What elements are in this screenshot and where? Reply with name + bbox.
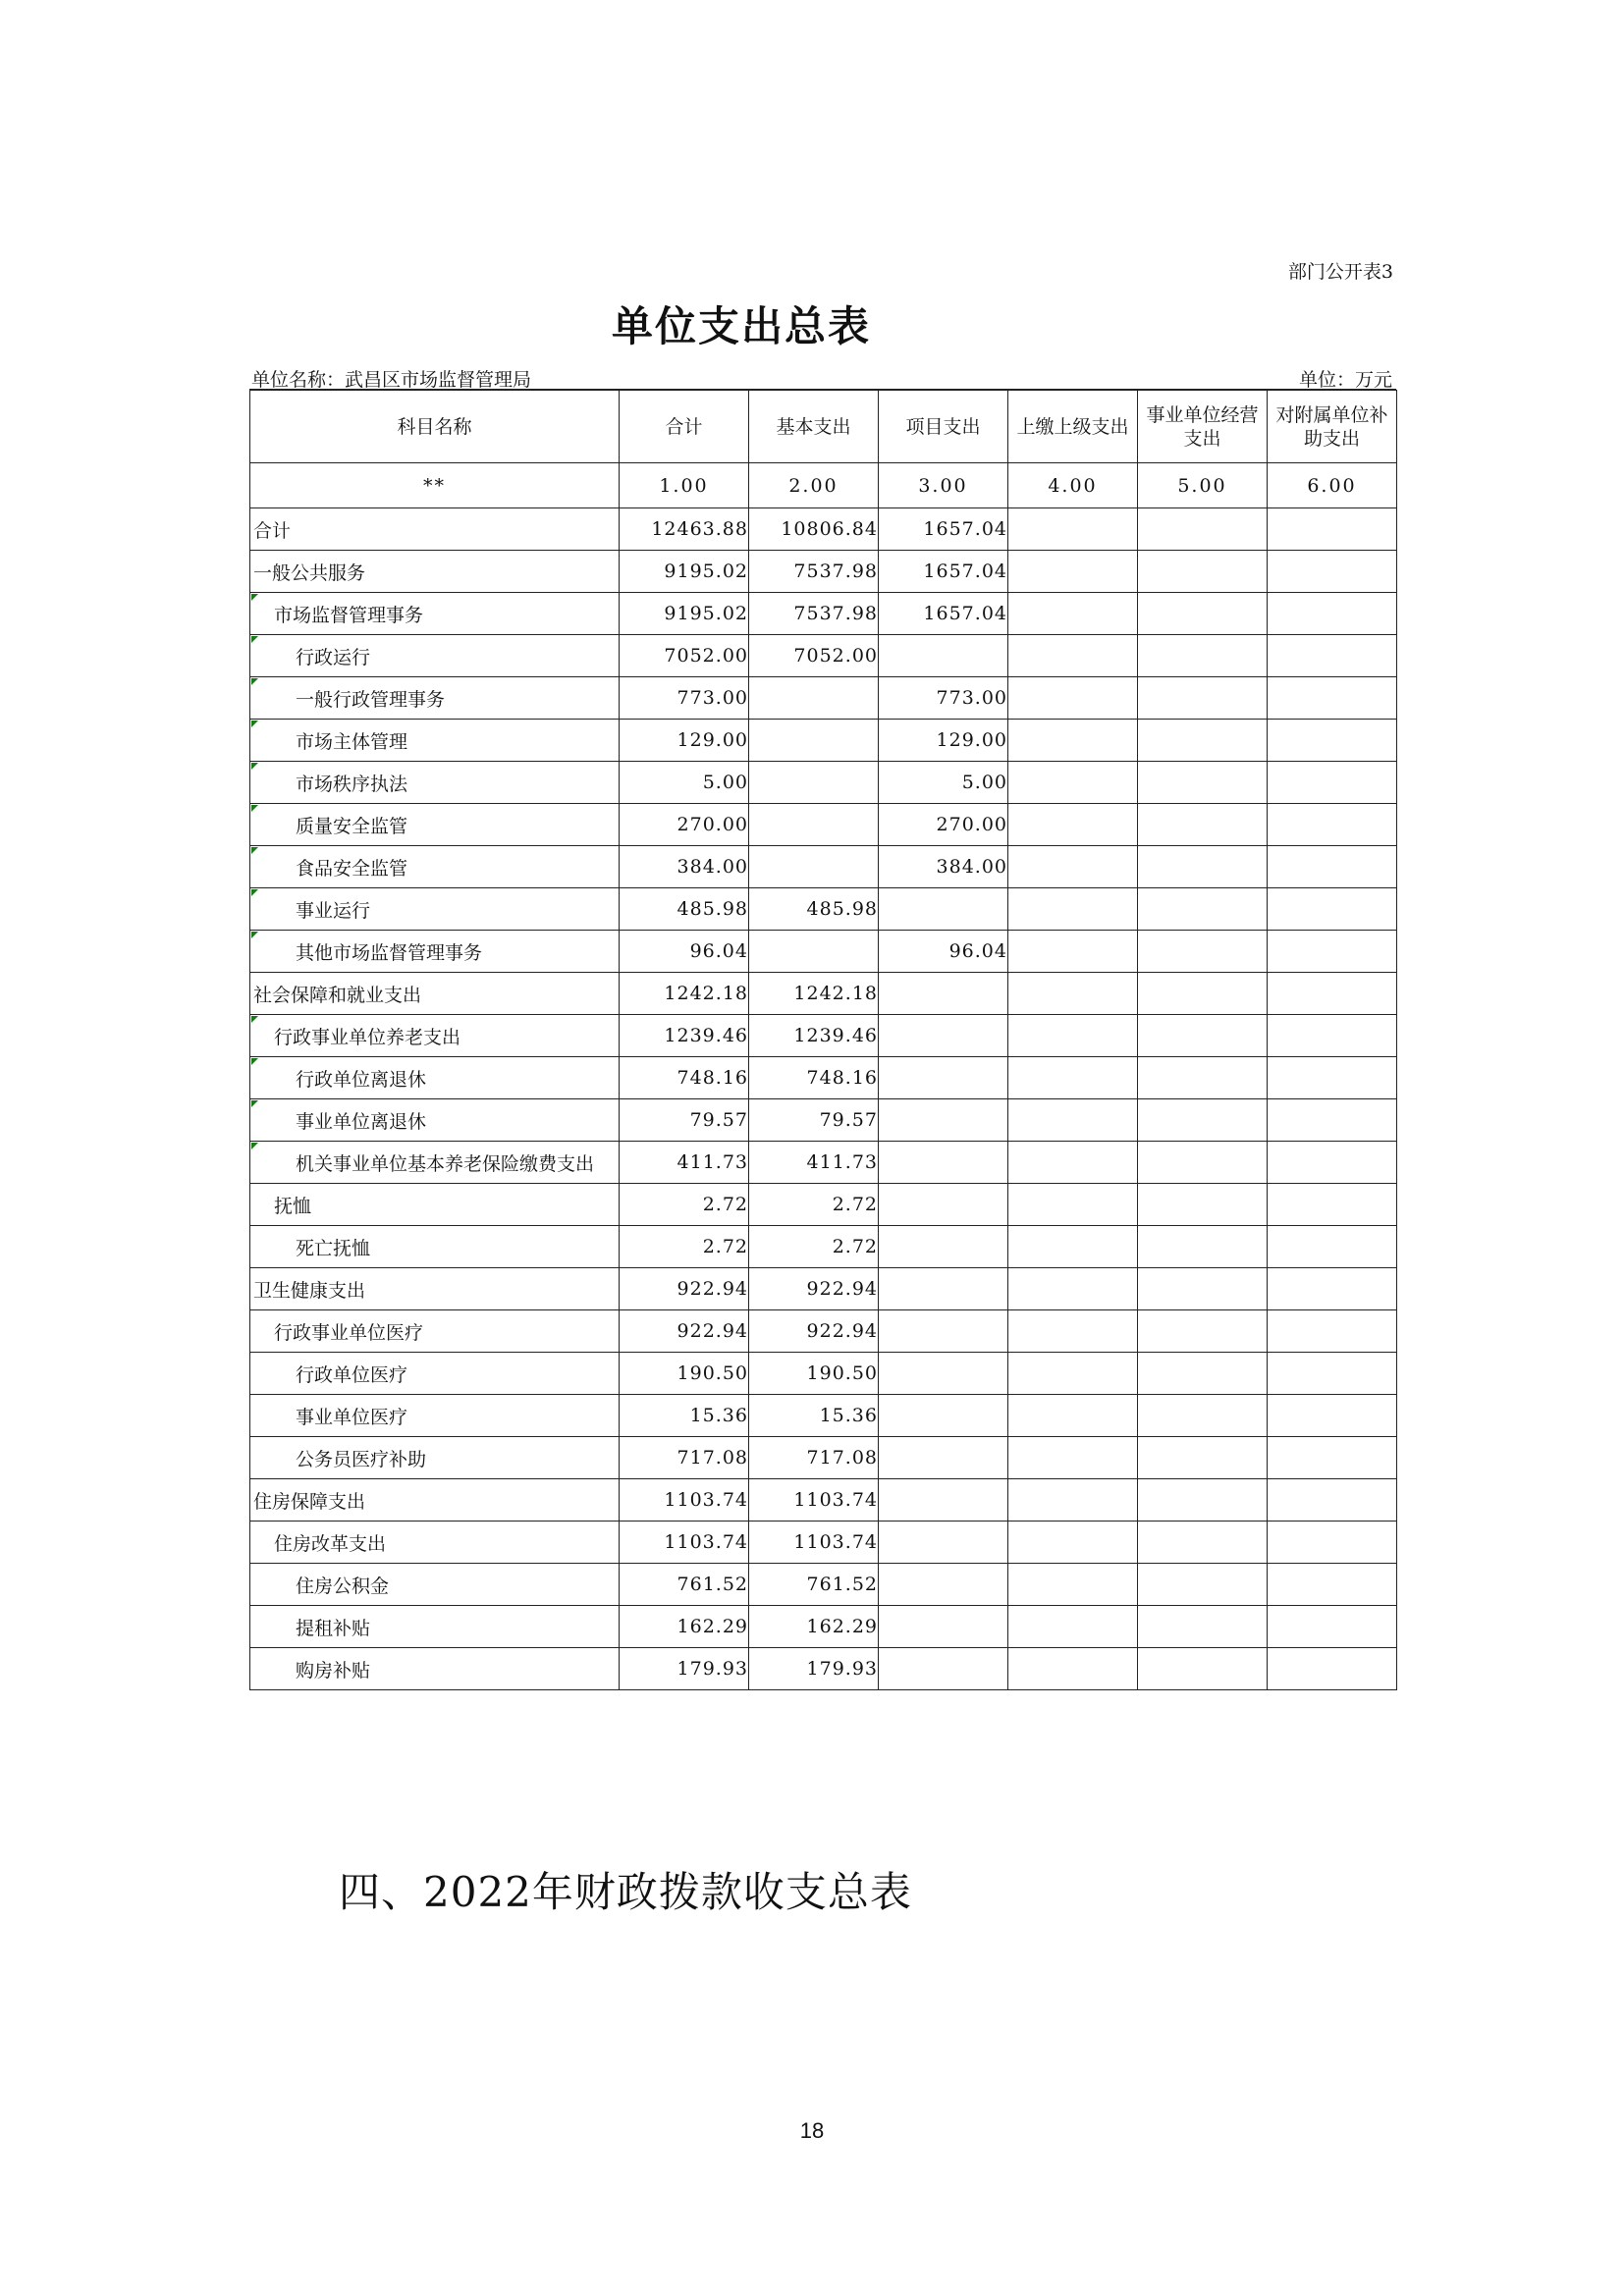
- value-cell-total: 773.00: [620, 677, 749, 720]
- subject-name-cell: [250, 635, 620, 677]
- cell-marker-icon: [251, 805, 258, 812]
- value-cell-total: 5.00: [620, 762, 749, 804]
- table-row: [250, 1184, 1397, 1226]
- column-code: 3.00: [879, 463, 1008, 508]
- value-cell-basic: 1239.46: [749, 1015, 879, 1057]
- subject-name-cell: [250, 1268, 620, 1310]
- subject-name-cell: [250, 888, 620, 931]
- value-cell-subsidy: [1268, 1184, 1397, 1226]
- value-cell-upper: [1008, 1184, 1138, 1226]
- cell-marker-icon: [251, 763, 258, 770]
- table-row: [250, 551, 1397, 593]
- table-header-row: [250, 391, 1397, 463]
- column-code: **: [250, 463, 620, 508]
- value-cell-basic: 2.72: [749, 1184, 879, 1226]
- value-cell-project: [879, 973, 1008, 1015]
- value-cell-subsidy: [1268, 635, 1397, 677]
- value-cell-subsidy: [1268, 1395, 1397, 1437]
- value-cell-subsidy: [1268, 804, 1397, 846]
- value-cell-business: [1138, 1142, 1268, 1184]
- value-cell-total: 2.72: [620, 1226, 749, 1268]
- value-cell-business: [1138, 1310, 1268, 1353]
- value-cell-business: [1138, 1353, 1268, 1395]
- subject-name-cell: [250, 508, 620, 551]
- value-cell-business: [1138, 1268, 1268, 1310]
- column-code: 6.00: [1268, 463, 1397, 508]
- column-code: 5.00: [1138, 463, 1268, 508]
- value-cell-basic: 1103.74: [749, 1479, 879, 1522]
- value-cell-project: 1657.04: [879, 551, 1008, 593]
- value-cell-project: 129.00: [879, 720, 1008, 762]
- value-cell-subsidy: [1268, 1268, 1397, 1310]
- value-cell-subsidy: [1268, 593, 1397, 635]
- subject-name: 抚恤: [274, 1195, 312, 1217]
- subject-name-cell: [250, 551, 620, 593]
- value-cell-business: [1138, 1479, 1268, 1522]
- value-cell-basic: 15.36: [749, 1395, 879, 1437]
- value-cell-subsidy: [1268, 1479, 1397, 1522]
- expenditure-table: [249, 390, 1397, 1690]
- subject-name-cell: [250, 1395, 620, 1437]
- value-cell-business: [1138, 804, 1268, 846]
- value-cell-subsidy: [1268, 1522, 1397, 1564]
- column-code-row: [250, 463, 1397, 508]
- subject-name-cell: [250, 1353, 620, 1395]
- value-cell-upper: [1008, 973, 1138, 1015]
- table-row: [250, 1353, 1397, 1395]
- value-cell-project: [879, 1564, 1008, 1606]
- column-header: 上缴上级支出: [1008, 391, 1138, 463]
- table-row: [250, 973, 1397, 1015]
- value-cell-project: 773.00: [879, 677, 1008, 720]
- value-cell-subsidy: [1268, 1142, 1397, 1184]
- value-cell-business: [1138, 931, 1268, 973]
- value-cell-total: 1103.74: [620, 1522, 749, 1564]
- value-cell-upper: [1008, 1353, 1138, 1395]
- value-cell-basic: 922.94: [749, 1268, 879, 1310]
- page-title: 单位支出总表: [611, 302, 871, 350]
- value-cell-total: 270.00: [620, 804, 749, 846]
- value-cell-total: 9195.02: [620, 593, 749, 635]
- value-cell-subsidy: [1268, 1015, 1397, 1057]
- cell-marker-icon: [251, 1143, 258, 1149]
- subject-name: 市场主体管理: [296, 730, 408, 753]
- subject-name: 社会保障和就业支出: [253, 984, 422, 1006]
- value-cell-upper: [1008, 635, 1138, 677]
- subject-name: 公务员医疗补助: [296, 1448, 427, 1470]
- column-code: 2.00: [749, 463, 879, 508]
- subject-name: 市场秩序执法: [296, 773, 408, 795]
- value-cell-basic: 162.29: [749, 1606, 879, 1648]
- value-cell-business: [1138, 1184, 1268, 1226]
- subject-name-cell: [250, 720, 620, 762]
- value-cell-subsidy: [1268, 551, 1397, 593]
- value-cell-upper: [1008, 762, 1138, 804]
- value-cell-upper: [1008, 508, 1138, 551]
- subject-name-cell: [250, 1142, 620, 1184]
- value-cell-business: [1138, 1057, 1268, 1099]
- column-code: 4.00: [1008, 463, 1138, 508]
- value-cell-upper: [1008, 1310, 1138, 1353]
- value-cell-basic: 717.08: [749, 1437, 879, 1479]
- subject-name-cell: [250, 1564, 620, 1606]
- column-header: 合计: [620, 391, 749, 463]
- cell-marker-icon: [251, 721, 258, 727]
- value-cell-total: 717.08: [620, 1437, 749, 1479]
- unit-label: 单位：万元: [1298, 369, 1392, 391]
- table-row: [250, 1564, 1397, 1606]
- value-cell-basic: 7052.00: [749, 635, 879, 677]
- subject-name: 卫生健康支出: [253, 1279, 366, 1302]
- subject-name: 行政事业单位养老支出: [274, 1026, 461, 1048]
- value-cell-basic: [749, 762, 879, 804]
- value-cell-total: 162.29: [620, 1606, 749, 1648]
- value-cell-total: 96.04: [620, 931, 749, 973]
- value-cell-project: [879, 1099, 1008, 1142]
- value-cell-upper: [1008, 1057, 1138, 1099]
- subject-name-cell: [250, 1522, 620, 1564]
- value-cell-project: [879, 1226, 1008, 1268]
- value-cell-project: [879, 1437, 1008, 1479]
- subject-name-cell: [250, 973, 620, 1015]
- cell-marker-icon: [251, 1100, 258, 1107]
- value-cell-project: 270.00: [879, 804, 1008, 846]
- table-row: [250, 1099, 1397, 1142]
- value-cell-total: 2.72: [620, 1184, 749, 1226]
- value-cell-upper: [1008, 1606, 1138, 1648]
- value-cell-project: 1657.04: [879, 593, 1008, 635]
- subject-name-cell: [250, 1479, 620, 1522]
- subject-name: 行政单位医疗: [296, 1363, 408, 1386]
- subject-name-cell: [250, 1648, 620, 1690]
- table-row: [250, 846, 1397, 888]
- cell-marker-icon: [251, 1058, 258, 1065]
- cell-marker-icon: [251, 636, 258, 643]
- value-cell-subsidy: [1268, 677, 1397, 720]
- subject-name: 一般公共服务: [253, 561, 366, 584]
- value-cell-business: [1138, 846, 1268, 888]
- subject-name: 机关事业单位基本养老保险缴费支出: [296, 1152, 595, 1175]
- table-row: [250, 1268, 1397, 1310]
- table-row: [250, 508, 1397, 551]
- table-row: [250, 1648, 1397, 1690]
- value-cell-basic: 190.50: [749, 1353, 879, 1395]
- table-row: [250, 1057, 1397, 1099]
- value-cell-upper: [1008, 1142, 1138, 1184]
- table-body: [250, 508, 1397, 1690]
- value-cell-project: [879, 1648, 1008, 1690]
- value-cell-total: 748.16: [620, 1057, 749, 1099]
- subject-name-cell: [250, 804, 620, 846]
- subject-name: 住房改革支出: [274, 1532, 387, 1555]
- subject-name: 市场监督管理事务: [274, 604, 424, 626]
- value-cell-subsidy: [1268, 1310, 1397, 1353]
- column-header: 项目支出: [879, 391, 1008, 463]
- cell-marker-icon: [251, 889, 258, 896]
- value-cell-basic: 761.52: [749, 1564, 879, 1606]
- value-cell-total: 79.57: [620, 1099, 749, 1142]
- value-cell-business: [1138, 762, 1268, 804]
- value-cell-project: [879, 635, 1008, 677]
- value-cell-business: [1138, 1564, 1268, 1606]
- value-cell-project: [879, 1522, 1008, 1564]
- subject-name: 事业单位离退休: [296, 1110, 427, 1133]
- subject-name: 合计: [253, 519, 292, 542]
- value-cell-subsidy: [1268, 846, 1397, 888]
- subject-name: 事业运行: [296, 899, 371, 922]
- value-cell-upper: [1008, 677, 1138, 720]
- value-cell-basic: [749, 804, 879, 846]
- table-row: [250, 720, 1397, 762]
- page-number: 18: [799, 2118, 825, 2143]
- value-cell-upper: [1008, 804, 1138, 846]
- value-cell-basic: 485.98: [749, 888, 879, 931]
- value-cell-upper: [1008, 1099, 1138, 1142]
- value-cell-total: 129.00: [620, 720, 749, 762]
- column-header: 对附属单位补助支出: [1268, 391, 1397, 463]
- subject-name: 提租补贴: [296, 1617, 371, 1639]
- value-cell-basic: [749, 677, 879, 720]
- value-cell-total: 1242.18: [620, 973, 749, 1015]
- subject-name: 住房保障支出: [253, 1490, 366, 1513]
- cell-marker-icon: [251, 1016, 258, 1023]
- column-header: 基本支出: [749, 391, 879, 463]
- cell-marker-icon: [251, 594, 258, 601]
- value-cell-total: 1103.74: [620, 1479, 749, 1522]
- value-cell-subsidy: [1268, 1648, 1397, 1690]
- subject-name: 行政单位离退休: [296, 1068, 427, 1091]
- value-cell-business: [1138, 973, 1268, 1015]
- section-heading: 四、2022年财政拨款收支总表: [339, 1868, 912, 1916]
- subject-name-cell: [250, 593, 620, 635]
- value-cell-total: 922.94: [620, 1310, 749, 1353]
- table-row: [250, 1142, 1397, 1184]
- value-cell-subsidy: [1268, 1099, 1397, 1142]
- value-cell-basic: 7537.98: [749, 551, 879, 593]
- value-cell-upper: [1008, 1395, 1138, 1437]
- subject-name-cell: [250, 931, 620, 973]
- subject-name: 质量安全监管: [296, 815, 408, 837]
- value-cell-project: 5.00: [879, 762, 1008, 804]
- value-cell-business: [1138, 888, 1268, 931]
- value-cell-total: 384.00: [620, 846, 749, 888]
- value-cell-subsidy: [1268, 508, 1397, 551]
- value-cell-business: [1138, 1437, 1268, 1479]
- table-row: [250, 931, 1397, 973]
- table-row: [250, 1015, 1397, 1057]
- subject-name: 行政事业单位医疗: [274, 1321, 424, 1344]
- cell-marker-icon: [251, 678, 258, 685]
- value-cell-project: [879, 1606, 1008, 1648]
- subject-name: 事业单位医疗: [296, 1406, 408, 1428]
- table-row: [250, 804, 1397, 846]
- value-cell-business: [1138, 1015, 1268, 1057]
- value-cell-total: 1239.46: [620, 1015, 749, 1057]
- value-cell-total: 190.50: [620, 1353, 749, 1395]
- value-cell-project: 384.00: [879, 846, 1008, 888]
- value-cell-subsidy: [1268, 973, 1397, 1015]
- value-cell-subsidy: [1268, 1226, 1397, 1268]
- value-cell-total: 15.36: [620, 1395, 749, 1437]
- value-cell-business: [1138, 1648, 1268, 1690]
- value-cell-basic: 411.73: [749, 1142, 879, 1184]
- value-cell-upper: [1008, 1015, 1138, 1057]
- table-row: [250, 1522, 1397, 1564]
- value-cell-business: [1138, 551, 1268, 593]
- value-cell-upper: [1008, 720, 1138, 762]
- value-cell-project: [879, 1353, 1008, 1395]
- subject-name: 购房补贴: [296, 1659, 371, 1682]
- value-cell-total: 761.52: [620, 1564, 749, 1606]
- value-cell-basic: 2.72: [749, 1226, 879, 1268]
- value-cell-upper: [1008, 846, 1138, 888]
- value-cell-total: 411.73: [620, 1142, 749, 1184]
- value-cell-total: 179.93: [620, 1648, 749, 1690]
- value-cell-basic: 179.93: [749, 1648, 879, 1690]
- value-cell-basic: 79.57: [749, 1099, 879, 1142]
- subject-name-cell: [250, 846, 620, 888]
- value-cell-basic: [749, 720, 879, 762]
- column-header: 科目名称: [250, 391, 620, 463]
- value-cell-total: 9195.02: [620, 551, 749, 593]
- subject-name-cell: [250, 1606, 620, 1648]
- value-cell-project: [879, 1310, 1008, 1353]
- subject-name-cell: [250, 1057, 620, 1099]
- value-cell-business: [1138, 1606, 1268, 1648]
- table-row: [250, 1395, 1397, 1437]
- value-cell-upper: [1008, 1226, 1138, 1268]
- value-cell-subsidy: [1268, 720, 1397, 762]
- cell-marker-icon: [251, 932, 258, 938]
- value-cell-total: 7052.00: [620, 635, 749, 677]
- value-cell-project: [879, 1057, 1008, 1099]
- value-cell-upper: [1008, 1479, 1138, 1522]
- value-cell-subsidy: [1268, 762, 1397, 804]
- table-row: [250, 1479, 1397, 1522]
- value-cell-project: [879, 1395, 1008, 1437]
- value-cell-basic: 748.16: [749, 1057, 879, 1099]
- subject-name-cell: [250, 1184, 620, 1226]
- value-cell-subsidy: [1268, 888, 1397, 931]
- value-cell-business: [1138, 508, 1268, 551]
- value-cell-upper: [1008, 1648, 1138, 1690]
- value-cell-subsidy: [1268, 1606, 1397, 1648]
- value-cell-project: [879, 1015, 1008, 1057]
- value-cell-upper: [1008, 1564, 1138, 1606]
- subject-name-cell: [250, 762, 620, 804]
- subject-name-cell: [250, 1226, 620, 1268]
- value-cell-upper: [1008, 1268, 1138, 1310]
- subject-name: 死亡抚恤: [296, 1237, 371, 1259]
- value-cell-project: [879, 888, 1008, 931]
- table-code: 部门公开表3: [1287, 261, 1393, 283]
- table-row: [250, 762, 1397, 804]
- value-cell-total: 12463.88: [620, 508, 749, 551]
- column-code: 1.00: [620, 463, 749, 508]
- value-cell-project: [879, 1479, 1008, 1522]
- value-cell-project: 96.04: [879, 931, 1008, 973]
- column-header: 事业单位经营支出: [1138, 391, 1268, 463]
- value-cell-total: 485.98: [620, 888, 749, 931]
- value-cell-upper: [1008, 888, 1138, 931]
- value-cell-basic: [749, 931, 879, 973]
- value-cell-upper: [1008, 593, 1138, 635]
- subject-name: 其他市场监督管理事务: [296, 941, 483, 964]
- value-cell-subsidy: [1268, 1564, 1397, 1606]
- value-cell-subsidy: [1268, 1057, 1397, 1099]
- subject-name: 食品安全监管: [296, 857, 408, 880]
- table-row: [250, 1226, 1397, 1268]
- value-cell-business: [1138, 1226, 1268, 1268]
- value-cell-upper: [1008, 1522, 1138, 1564]
- value-cell-project: [879, 1142, 1008, 1184]
- value-cell-total: 922.94: [620, 1268, 749, 1310]
- table-row: [250, 635, 1397, 677]
- subject-name-cell: [250, 1015, 620, 1057]
- table-row: [250, 888, 1397, 931]
- value-cell-basic: 10806.84: [749, 508, 879, 551]
- value-cell-business: [1138, 635, 1268, 677]
- subject-name-cell: [250, 1310, 620, 1353]
- value-cell-subsidy: [1268, 931, 1397, 973]
- value-cell-business: [1138, 1522, 1268, 1564]
- value-cell-basic: 1242.18: [749, 973, 879, 1015]
- unit-name: 单位名称：武昌区市场监督管理局: [251, 369, 532, 391]
- value-cell-upper: [1008, 931, 1138, 973]
- subject-name: 住房公积金: [296, 1575, 390, 1597]
- value-cell-project: 1657.04: [879, 508, 1008, 551]
- subject-name-cell: [250, 1099, 620, 1142]
- value-cell-business: [1138, 1395, 1268, 1437]
- subject-name: 一般行政管理事务: [296, 688, 446, 711]
- value-cell-upper: [1008, 1437, 1138, 1479]
- value-cell-project: [879, 1184, 1008, 1226]
- value-cell-business: [1138, 677, 1268, 720]
- value-cell-project: [879, 1268, 1008, 1310]
- value-cell-basic: 1103.74: [749, 1522, 879, 1564]
- subject-name-cell: [250, 1437, 620, 1479]
- table-row: [250, 1437, 1397, 1479]
- subject-name: 行政运行: [296, 646, 371, 668]
- value-cell-upper: [1008, 551, 1138, 593]
- table-row: [250, 593, 1397, 635]
- value-cell-business: [1138, 1099, 1268, 1142]
- table-meta-row: [249, 365, 1396, 390]
- value-cell-basic: [749, 846, 879, 888]
- value-cell-business: [1138, 593, 1268, 635]
- table-row: [250, 1310, 1397, 1353]
- table-row: [250, 1606, 1397, 1648]
- value-cell-subsidy: [1268, 1353, 1397, 1395]
- table-row: [250, 677, 1397, 720]
- value-cell-basic: 7537.98: [749, 593, 879, 635]
- cell-marker-icon: [251, 847, 258, 854]
- value-cell-basic: 922.94: [749, 1310, 879, 1353]
- value-cell-business: [1138, 720, 1268, 762]
- value-cell-subsidy: [1268, 1437, 1397, 1479]
- subject-name-cell: [250, 677, 620, 720]
